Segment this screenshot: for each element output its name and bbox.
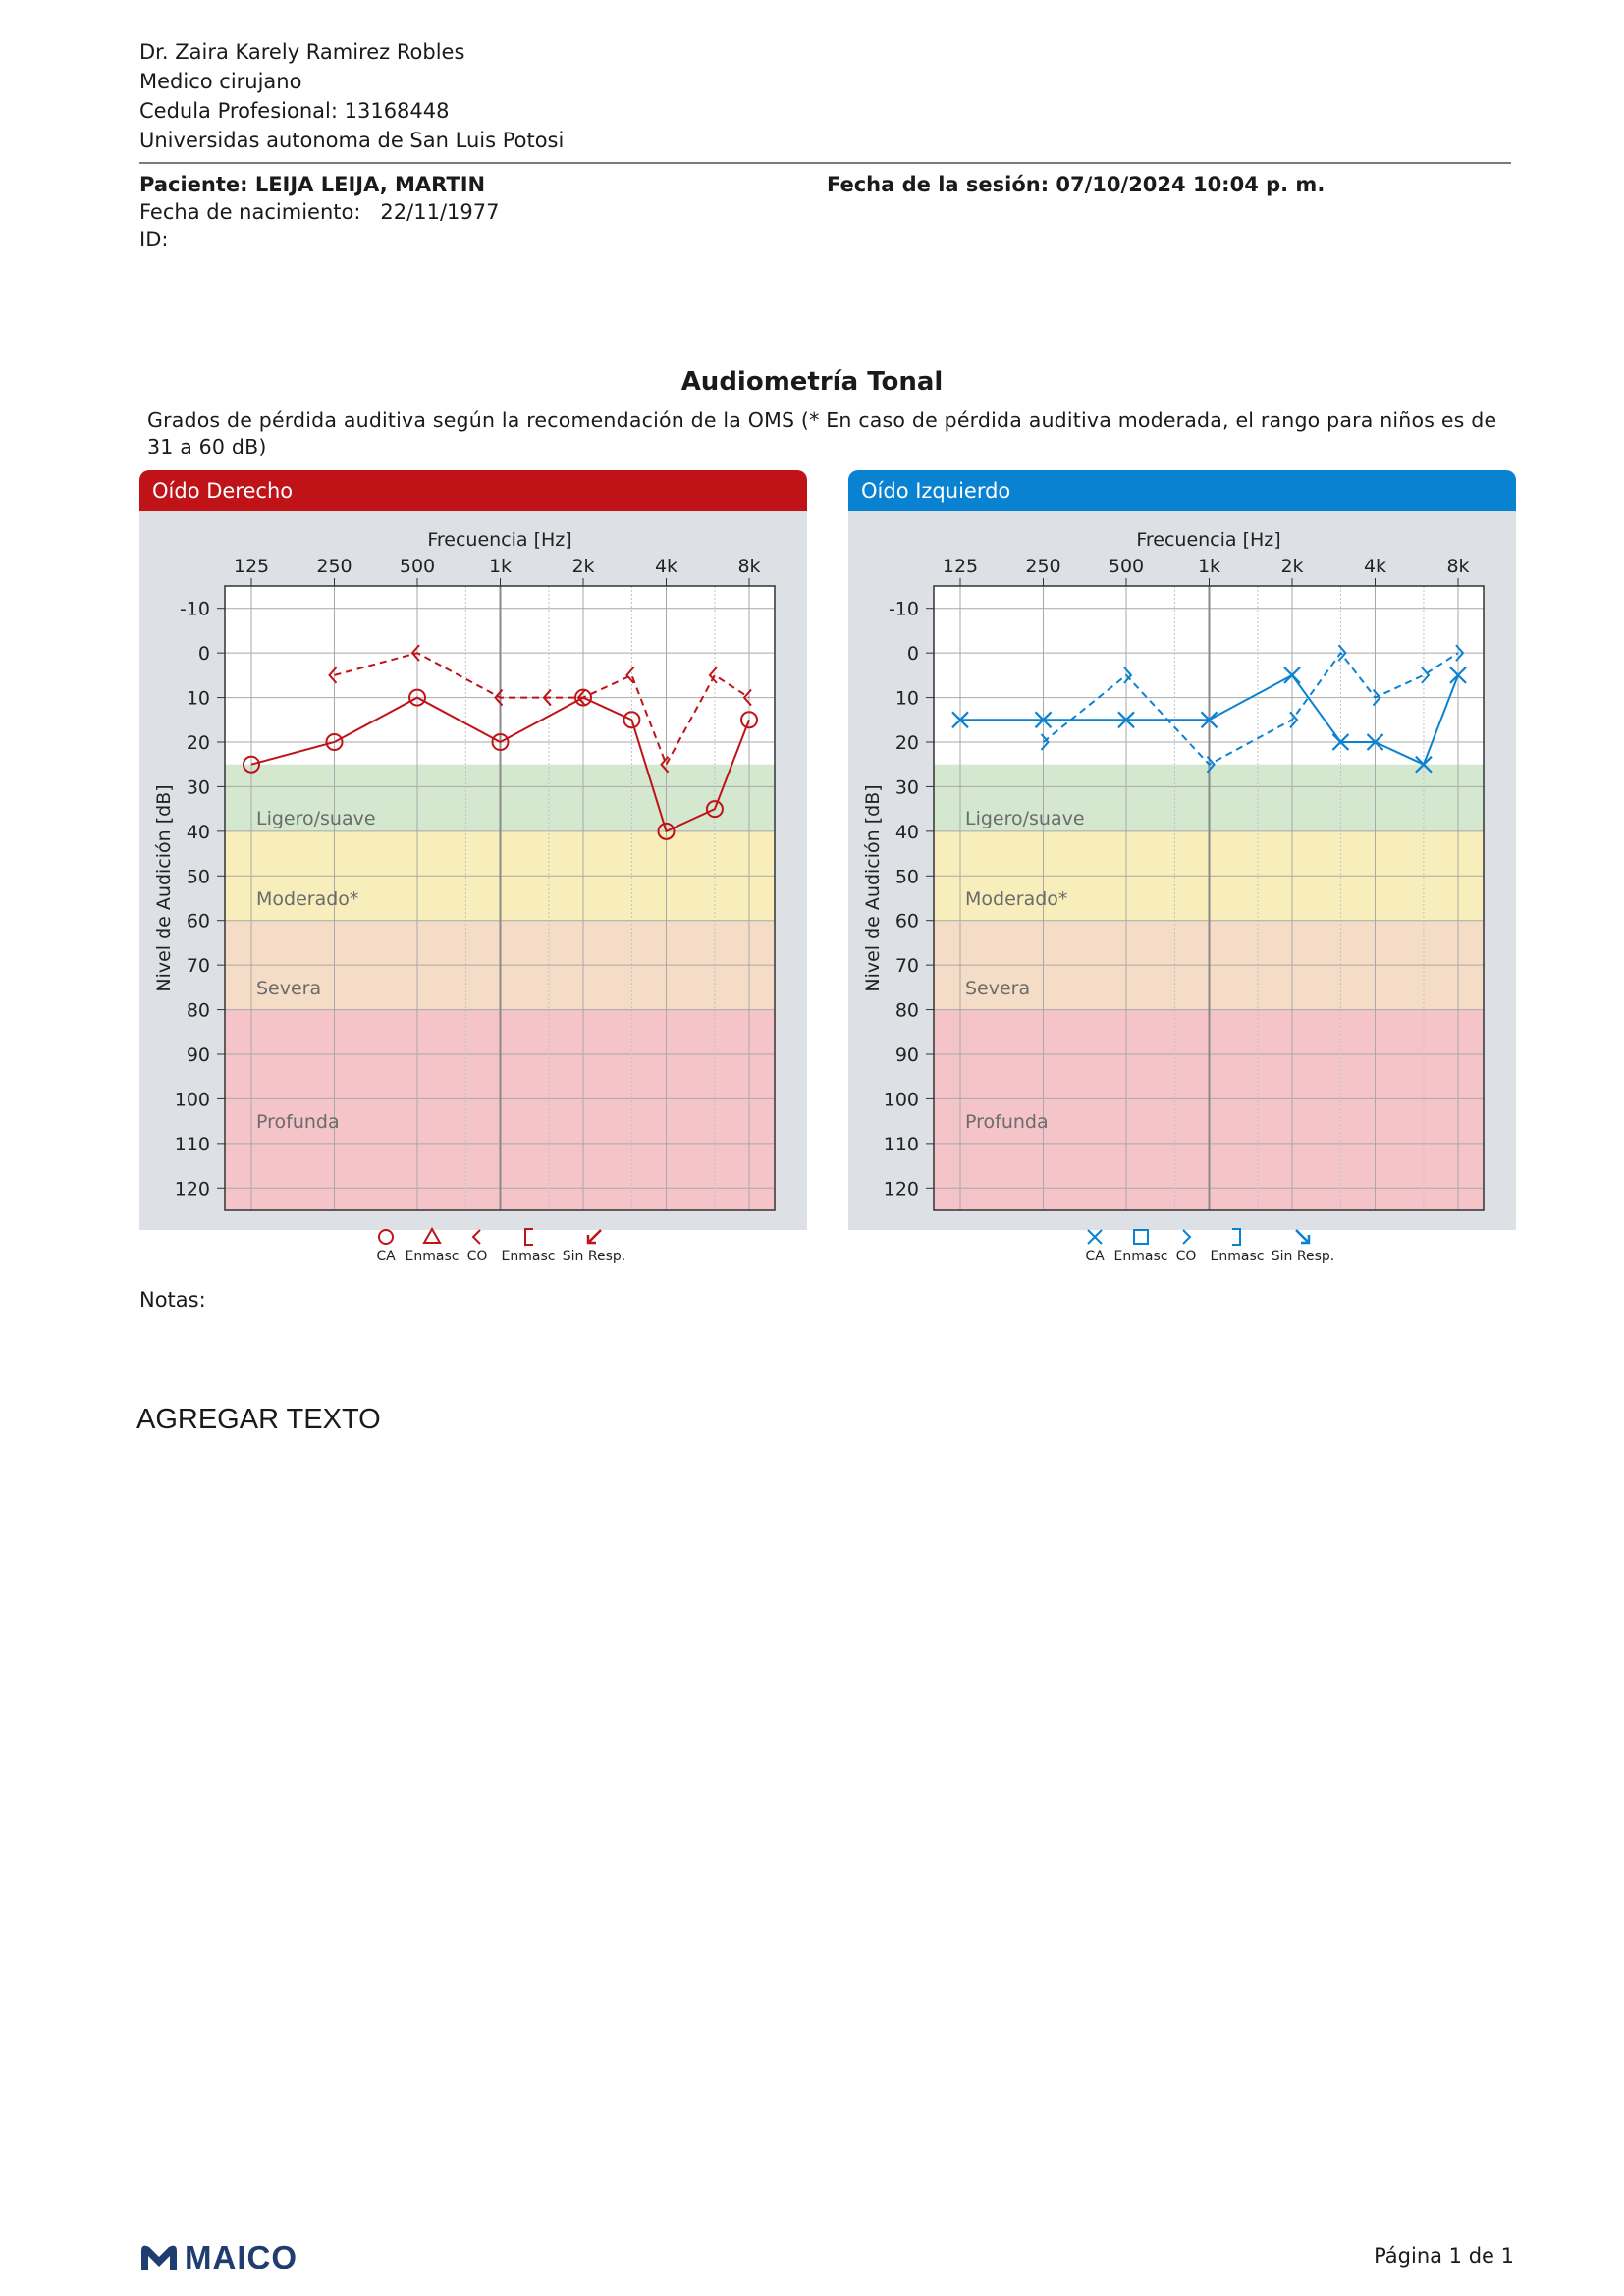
x-tick-label: 2k [1280,556,1304,577]
legend-label: Enmasc [405,1249,460,1264]
x-axis-title: Frecuencia [Hz] [427,529,572,551]
maico-logo-icon [139,2241,179,2274]
legend-symbol-co-mask [1232,1229,1240,1245]
patient-info [139,171,499,253]
y-tick-label: 10 [894,687,919,710]
y-tick-label: 40 [894,821,919,843]
legend-symbol-co [473,1230,480,1244]
x-tick-label: 125 [942,556,979,577]
header-divider [139,162,1511,164]
x-tick-label: 4k [654,556,678,577]
y-tick-label: 110 [883,1133,919,1155]
y-tick-label: 70 [894,955,919,978]
doctor-name: Dr. Zaira Karely Ramirez Robles [139,40,465,64]
legend-symbol-no-response [1296,1230,1309,1243]
legend-label: CO [1175,1249,1197,1264]
y-tick-label: -10 [888,598,919,620]
doctor-title: Medico cirujano [139,70,302,93]
dob-label: Fecha de nacimiento: [139,200,361,224]
y-tick-label: 80 [186,999,210,1022]
y-tick-label: 120 [174,1178,210,1201]
x-tick-label: 250 [316,556,352,577]
y-tick-label: 50 [186,866,210,888]
doctor-license: Cedula Profesional: 13168448 [139,99,450,123]
right-ear-audiogram [139,511,807,1264]
legend-symbol-no-response [588,1230,601,1243]
y-tick-label: 20 [186,732,210,754]
y-axis-title: Nivel de Audición [dB] [153,784,175,992]
x-tick-label: 500 [1108,556,1145,577]
x-tick-label: 1k [488,556,513,577]
y-tick-label: 30 [186,776,210,799]
legend-symbol-co [1183,1230,1190,1244]
legend-symbol-mask [1134,1230,1148,1244]
x-tick-label: 125 [233,556,270,577]
legend-label: Enmasc [1113,1249,1168,1264]
y-axis-title: Nivel de Audición [dB] [862,784,884,992]
legend-label: Sin Resp. [1271,1249,1335,1264]
y-tick-label: 0 [906,643,919,666]
dob-value: 22/11/1977 [380,200,500,224]
legend-symbol-co-mask [525,1229,533,1245]
band-label: Moderado* [256,888,359,910]
patient-dob [139,198,499,226]
legend-label: CA [1085,1249,1105,1264]
legend-label: CA [376,1249,396,1264]
y-tick-label: 0 [197,643,210,666]
band-label: Ligero/suave [256,808,376,830]
y-tick-label: 90 [186,1044,210,1066]
legend-symbol-ca [379,1230,393,1244]
x-tick-label: 500 [399,556,436,577]
y-tick-label: 60 [894,910,919,933]
x-tick-label: 250 [1025,556,1061,577]
right-ear-title: Oído Derecho [139,470,807,511]
band-label: Moderado* [965,888,1068,910]
x-tick-label: 8k [1446,556,1470,577]
band-label: Profunda [965,1111,1049,1134]
legend-label: Enmasc [1210,1249,1265,1264]
y-tick-label: 110 [174,1133,210,1155]
legend-label: Sin Resp. [562,1249,626,1264]
y-tick-label: 40 [186,821,210,843]
left-ear-title: Oído Izquierdo [848,470,1516,511]
y-tick-label: 90 [894,1044,919,1066]
y-tick-label: 100 [883,1089,919,1111]
band-label: Ligero/suave [965,808,1085,830]
notes-label: Notas: [139,1288,206,1311]
x-tick-label: 8k [737,556,761,577]
page-number: Página 1 de 1 [1374,2244,1514,2268]
right-ear-panel [139,470,807,1264]
session-date: Fecha de la sesión: 07/10/2024 10:04 p. m. [827,173,1326,196]
y-tick-label: 80 [894,999,919,1022]
band-label: Severa [965,977,1031,999]
notes-text[interactable]: AGREGAR TEXTO [136,1404,381,1435]
x-axis-title: Frecuencia [Hz] [1136,529,1281,551]
legend-symbol-mask [424,1229,440,1243]
y-tick-label: -10 [179,598,210,620]
x-tick-label: 2k [571,556,595,577]
brand-logo [139,2238,298,2277]
x-tick-label: 1k [1197,556,1221,577]
y-tick-label: 60 [186,910,210,933]
band-label: Profunda [256,1111,340,1134]
legend-label: Enmasc [501,1249,556,1264]
y-tick-label: 30 [894,776,919,799]
y-tick-label: 100 [174,1089,210,1111]
page-subtitle: Grados de pérdida auditiva según la recomendación de la OMS (* En caso de pérdida auditiva moderada, el rango para niños es de 31 a 60 dB) [147,408,1497,458]
y-tick-label: 50 [894,866,919,888]
doctor-header [139,37,564,155]
doctor-university: Universidas autonoma de San Luis Potosi [139,129,565,152]
left-ear-panel [848,470,1516,1264]
patient-id: ID: [139,228,169,251]
y-tick-label: 70 [186,955,210,978]
x-tick-label: 4k [1363,556,1387,577]
y-tick-label: 120 [883,1178,919,1201]
band-label: Severa [256,977,322,999]
brand-name: MAICO [185,2239,298,2275]
legend-label: CO [466,1249,488,1264]
y-tick-label: 20 [894,732,919,754]
page-title: Audiometría Tonal [680,367,944,397]
y-tick-label: 10 [186,687,210,710]
left-ear-audiogram [848,511,1516,1264]
legend-symbol-ca [1088,1230,1102,1244]
patient-name: Paciente: LEIJA LEIJA, MARTIN [139,173,486,196]
